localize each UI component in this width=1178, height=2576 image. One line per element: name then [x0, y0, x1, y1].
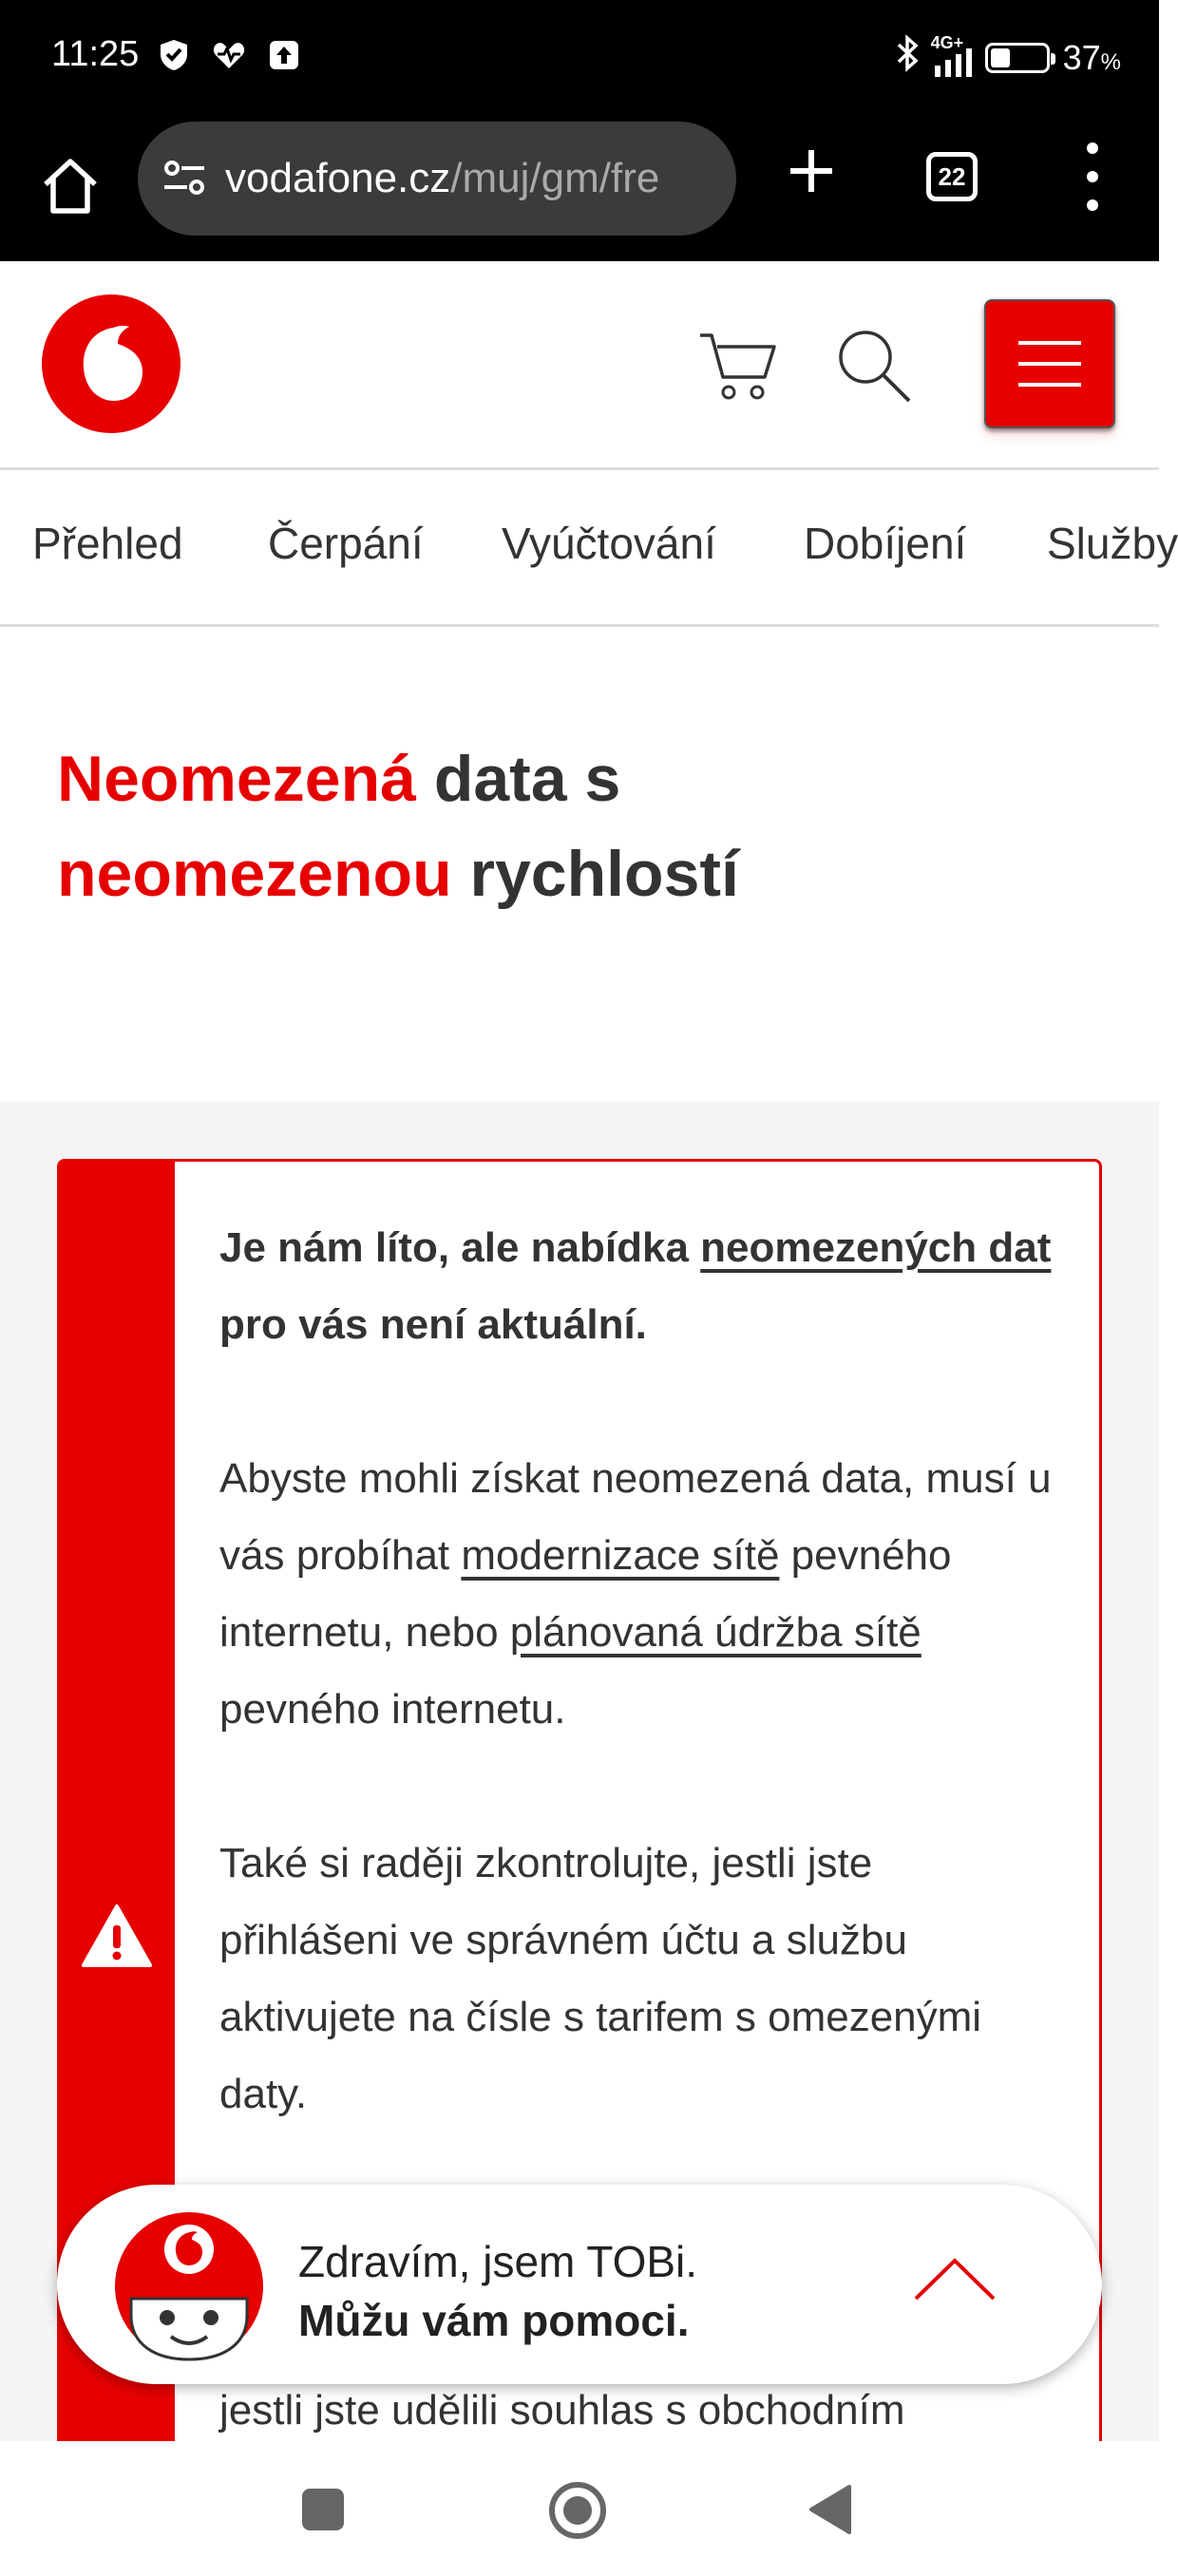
- status-bar: [0, 0, 1159, 114]
- recent-apps-button[interactable]: [302, 2489, 344, 2530]
- bluetooth-icon: [895, 34, 920, 81]
- search-icon: [831, 323, 917, 408]
- tab-dobijeni[interactable]: Dobíjení: [804, 519, 967, 568]
- signal-icon: [930, 32, 972, 77]
- new-tab-button[interactable]: [781, 141, 842, 201]
- tobi-chat-widget[interactable]: [57, 2185, 1102, 2384]
- more-options-button[interactable]: [1074, 142, 1112, 211]
- status-time: 11:25: [51, 34, 140, 74]
- warning-icon: [81, 1903, 153, 1969]
- search-button[interactable]: [831, 323, 917, 408]
- cart-icon: [696, 328, 782, 404]
- home-icon: [36, 152, 104, 220]
- tab-sluzby[interactable]: Služby: [1047, 519, 1178, 568]
- home-nav-button[interactable]: [546, 2479, 609, 2542]
- system-navigation-bar: [0, 2441, 1159, 2576]
- planned-maintenance-link[interactable]: plánovaná údržba sítě: [509, 1609, 922, 1656]
- page-title: Neomezená data s neomezenou rychlostí: [57, 743, 739, 910]
- chat-offer: Můžu vám pomoci.: [298, 2296, 690, 2345]
- chat-greeting: Zdravím, jsem TOBi.: [298, 2237, 698, 2286]
- status-right: [895, 34, 1121, 81]
- plus-icon: [781, 141, 842, 201]
- vodafone-logo[interactable]: [42, 294, 180, 433]
- back-nav-button[interactable]: [806, 2483, 853, 2536]
- unlimited-data-link[interactable]: neomezených dat: [700, 1224, 1052, 1271]
- browser-toolbar: [0, 114, 1159, 261]
- pulse-heart-icon: [212, 38, 246, 72]
- account-subnav: [0, 470, 1178, 627]
- upload-icon: [267, 38, 301, 72]
- cart-button[interactable]: [696, 328, 782, 404]
- alert-paragraph-2: Také si raději zkontrolujte, jestli jste přihlášeni ve správném účtu a službu aktivujete na čísle s tarifem s omezenými daty.: [219, 1840, 982, 2117]
- network-modernization-link[interactable]: modernizace sítě: [461, 1532, 780, 1579]
- tab-switcher-button[interactable]: 22: [926, 152, 978, 201]
- alert-paragraph-1: Abyste mohli získat neomezená data, musí u vás probíhat modernizace sítě pevného internetu, nebo plánovaná údržba sítě pevného internetu.: [219, 1455, 1052, 1733]
- home-button[interactable]: [36, 152, 104, 220]
- alert-paragraph-3: jestli jste udělili souhlas s obchodním: [219, 2387, 905, 2434]
- tab-prehled[interactable]: Přehled: [32, 519, 183, 568]
- chevron-up-icon[interactable]: [912, 2251, 998, 2308]
- site-settings-icon[interactable]: [161, 155, 208, 202]
- vodafone-logo-icon: [42, 294, 180, 433]
- network-type: 4G+: [930, 32, 964, 52]
- chat-text[interactable]: [298, 2232, 697, 2350]
- battery-fill: [991, 48, 1011, 67]
- tab-vyuctovani[interactable]: Vyúčtování: [502, 519, 716, 568]
- battery-icon: [985, 43, 1050, 73]
- tab-cerpani[interactable]: Čerpání: [268, 519, 424, 568]
- shield-icon: [157, 38, 191, 72]
- address-bar[interactable]: [138, 122, 736, 236]
- tobi-avatar-icon: [114, 2211, 264, 2361]
- status-notification-icons: [157, 38, 301, 72]
- hamburger-menu-button[interactable]: [984, 299, 1115, 428]
- alert-title: Je nám líto, ale nabídka neomezených dat pro vás není aktuální.: [219, 1224, 1052, 1348]
- url-text[interactable]: vodafone.cz/muj/gm/fre: [225, 155, 660, 201]
- battery-text: 37%: [1062, 37, 1121, 77]
- site-header: [0, 261, 1159, 470]
